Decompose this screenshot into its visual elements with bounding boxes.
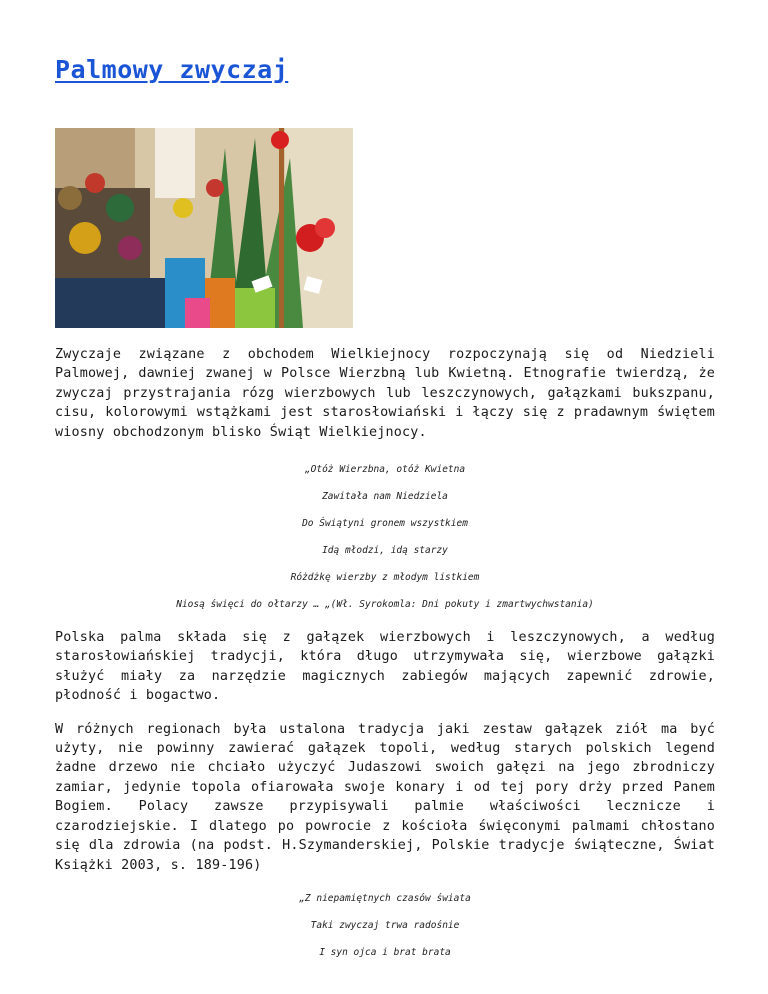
paragraph: W różnych regionach była ustalona tradycja jaki zestaw gałązek ziół ma być użyty, nie powinny zawierać gałązek topoli, według starych polskich legend żadne drzewo nie chciało użyczyć Judaszowi swoich gałęzi na jego zbrodniczy zamiar, jedynie topola ofiarowała swoje konary i od tej pory drży przed Panem Bogiem. Polacy zawsze przypisywali palmie właściwości lecznicze i czarodziejskie. I dlatego po powrocie z kościoła święconymi palmami chłostano się dla zdrowia (na podst. H.Szymanderskiej, Polskie tradycje świąteczne, Świat Książki 2003, s. 189-196) (55, 721, 715, 873)
article-body (55, 345, 715, 976)
paragraph: Polska palma składa się z gałązek wierzbowych i leszczynowych, a według starosłowiańskiej tradycji, która długo utrzymywała się, wierzbowe gałązki służyć miały za narzędzie magicznych zabiegów mających zapewnić zdrowie, płodność i bogactwo. (55, 630, 715, 704)
poem-line: Zawitała nam Niedziela (322, 491, 448, 503)
poem-line: Taki zwyczaj trwa radośnie (310, 919, 460, 931)
poem-line: I syn ojca i brat brata (319, 946, 451, 958)
poem-line: Do Świątyni gronem wszystkiem (302, 518, 468, 530)
poem-line: Niosą święci do ołtarzy … „(Wł. Syrokomla: Dni pokuty i zmartwychwstania) (176, 599, 594, 611)
palm-decorations-photo (55, 128, 353, 328)
poem-line: Idą młodzi, idą starzy (322, 545, 448, 557)
poem-excerpt (55, 885, 715, 966)
article-title-link[interactable]: Palmowy zwyczaj (55, 55, 289, 84)
poem-excerpt (55, 456, 715, 618)
poem-line: Różdżkę wierzby z młodym listkiem (290, 572, 480, 584)
poem-line: „Z niepamiętnych czasów świata (299, 892, 471, 904)
paragraph: Zwyczaje związane z obchodem Wielkiejnocy rozpoczynają się od Niedzieli Palmowej, dawniej zwanej w Polsce Wierzbną lub Kwietną. Etnografie twierdzą, że zwyczaj przystrajania rózg wierzbowych lub leszczynowych, gałązkami bukszpanu, cisu, kolorowymi wstążkami jest starosłowiański i łączy się z pradawnym świętem wiosny obchodzonym blisko Świąt Wielkiejnocy. (55, 347, 715, 440)
poem-line: „Otóż Wierzbna, otóż Kwietna (304, 464, 466, 476)
